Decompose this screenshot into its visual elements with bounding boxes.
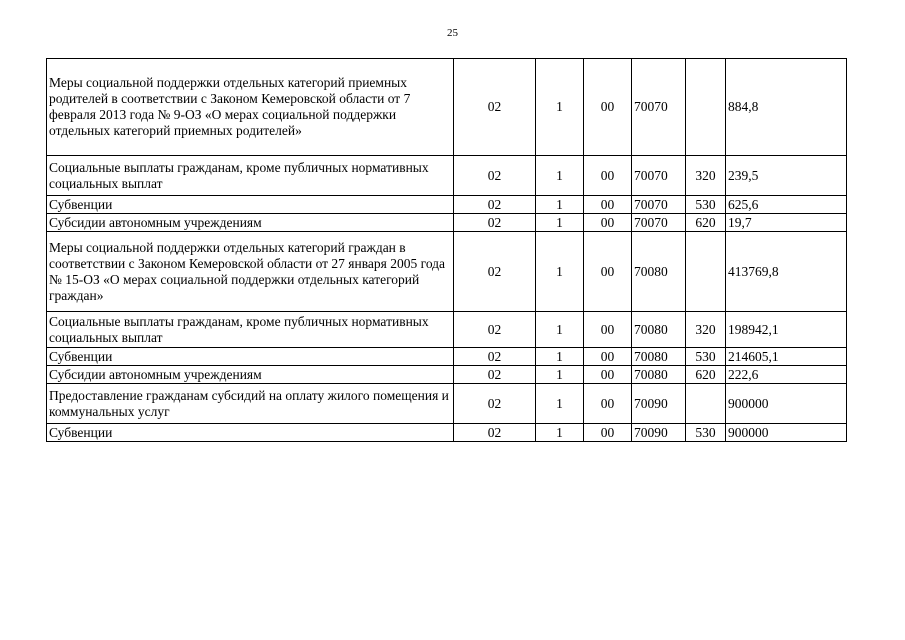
amount: 900000 (726, 384, 847, 424)
subprogram-code: 00 (584, 384, 632, 424)
table-row (47, 214, 847, 232)
target-code: 70070 (632, 59, 686, 156)
target-code: 70080 (632, 312, 686, 348)
program-code: 1 (536, 424, 584, 442)
budget-table (46, 58, 847, 442)
subprogram-code: 00 (584, 312, 632, 348)
section-code: 02 (454, 59, 536, 156)
target-code: 70080 (632, 366, 686, 384)
program-code: 1 (536, 156, 584, 196)
table-row (47, 196, 847, 214)
subprogram-code: 00 (584, 424, 632, 442)
row-name: Субвенции (47, 424, 454, 442)
amount: 198942,1 (726, 312, 847, 348)
subprogram-code: 00 (584, 214, 632, 232)
amount: 413769,8 (726, 232, 847, 312)
subprogram-code: 00 (584, 366, 632, 384)
target-code: 70070 (632, 196, 686, 214)
expense-type-code: 530 (686, 196, 726, 214)
target-code: 70080 (632, 348, 686, 366)
section-code: 02 (454, 156, 536, 196)
program-code: 1 (536, 384, 584, 424)
amount: 625,6 (726, 196, 847, 214)
expense-type-code: 620 (686, 366, 726, 384)
section-code: 02 (454, 232, 536, 312)
amount: 222,6 (726, 366, 847, 384)
expense-type-code (686, 384, 726, 424)
row-name: Субсидии автономным учреждениям (47, 366, 454, 384)
expense-type-code: 530 (686, 424, 726, 442)
section-code: 02 (454, 424, 536, 442)
section-code: 02 (454, 366, 536, 384)
row-name: Предоставление гражданам субсидий на оплату жилого помещения и коммунальных услуг (47, 384, 454, 424)
target-code: 70090 (632, 384, 686, 424)
section-code: 02 (454, 214, 536, 232)
subprogram-code: 00 (584, 348, 632, 366)
subprogram-code: 00 (584, 156, 632, 196)
amount: 214605,1 (726, 348, 847, 366)
subprogram-code: 00 (584, 196, 632, 214)
table-row (47, 59, 847, 156)
page-number: 25 (447, 27, 458, 39)
section-code: 02 (454, 384, 536, 424)
table-row (47, 366, 847, 384)
expense-type-code: 320 (686, 312, 726, 348)
expense-type-code (686, 232, 726, 312)
subprogram-code: 00 (584, 232, 632, 312)
amount: 900000 (726, 424, 847, 442)
amount: 19,7 (726, 214, 847, 232)
expense-type-code: 530 (686, 348, 726, 366)
amount: 239,5 (726, 156, 847, 196)
row-name: Социальные выплаты гражданам, кроме публичных нормативных социальных выплат (47, 312, 454, 348)
program-code: 1 (536, 59, 584, 156)
amount: 884,8 (726, 59, 847, 156)
subprogram-code: 00 (584, 59, 632, 156)
expense-type-code: 620 (686, 214, 726, 232)
program-code: 1 (536, 196, 584, 214)
section-code: 02 (454, 312, 536, 348)
row-name: Меры социальной поддержки отдельных категорий граждан в соответствии с Законом Кемеровской области от 27 января 2005 года № 15-ОЗ «О мерах социальной поддержки отдельных категорий граждан» (47, 232, 454, 312)
program-code: 1 (536, 214, 584, 232)
table-row (47, 312, 847, 348)
target-code: 70080 (632, 232, 686, 312)
row-name: Субвенции (47, 196, 454, 214)
table-row (47, 156, 847, 196)
target-code: 70090 (632, 424, 686, 442)
row-name: Субвенции (47, 348, 454, 366)
target-code: 70070 (632, 214, 686, 232)
expense-type-code: 320 (686, 156, 726, 196)
table-row (47, 384, 847, 424)
expense-type-code (686, 59, 726, 156)
program-code: 1 (536, 366, 584, 384)
target-code: 70070 (632, 156, 686, 196)
program-code: 1 (536, 348, 584, 366)
row-name: Социальные выплаты гражданам, кроме публичных нормативных социальных выплат (47, 156, 454, 196)
table-row (47, 232, 847, 312)
section-code: 02 (454, 348, 536, 366)
section-code: 02 (454, 196, 536, 214)
program-code: 1 (536, 312, 584, 348)
table-row (47, 348, 847, 366)
table-row (47, 424, 847, 442)
program-code: 1 (536, 232, 584, 312)
row-name: Субсидии автономным учреждениям (47, 214, 454, 232)
row-name: Меры социальной поддержки отдельных категорий приемных родителей в соответствии с Законом Кемеровской области от 7 февраля 2013 года № 9-ОЗ «О мерах социальной поддержки отдельных категорий приемных родителей» (47, 59, 454, 156)
